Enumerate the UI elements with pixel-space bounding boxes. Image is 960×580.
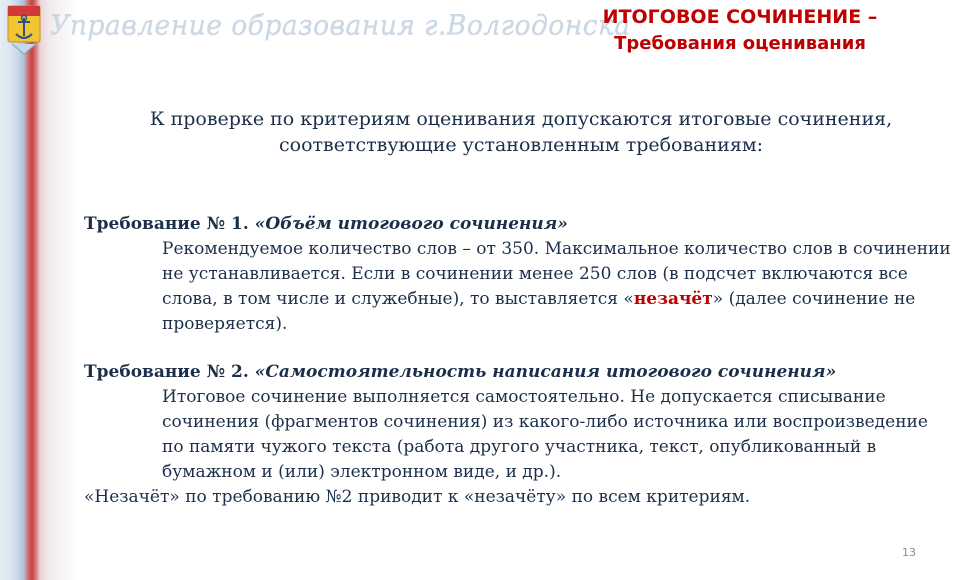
requirement-2: [84, 360, 954, 510]
requirement-1-highlight: незачёт: [633, 289, 713, 309]
requirement-2-title: [84, 362, 836, 382]
requirement-2-note: «Незачёт» по требованию №2 приводит к «незачёту» по всем критериям.: [84, 487, 751, 507]
requirement-1-label: Требование № 1.: [84, 214, 249, 234]
decorative-side-stripes: [0, 0, 78, 580]
requirement-2-body: Итоговое сочинение выполняется самостоятельно. Не допускается списывание сочинения (фрагментов сочинения) из какого-либо источника или воспроизведение по памяти чужого текста (работа другого участника, текст, опубликованный в бумажном и (или) электронном виде, и др.).: [162, 387, 928, 482]
slide-title: [520, 4, 960, 57]
requirement-2-label: Требование № 2.: [84, 362, 249, 382]
organization-name: Управление образования г.Волгодонска: [50, 10, 631, 41]
page-number: 13: [902, 546, 916, 559]
requirement-2-name: «Самостоятельность написания итогового сочинения»: [254, 362, 837, 382]
requirement-1-body: [84, 237, 954, 337]
slide-title-line-2: Требования оценивания: [614, 33, 866, 54]
requirement-1-title: [84, 214, 568, 234]
requirement-1-text-before: Рекомендуемое количество слов – от 350. Максимальное количество слов в сочинении не устанавливается. Если в сочинении менее 250 слов (в подсчет включаются все слова, в том числе и служебные), то выставляется «: [162, 239, 951, 309]
requirement-1-name: «Объём итогового сочинения»: [254, 214, 568, 234]
requirement-1-text-after: » (далее сочинение не проверяется).: [162, 289, 916, 334]
requirement-1: [84, 212, 954, 337]
city-coat-of-arms-icon: [6, 4, 42, 62]
intro-text: К проверке по критериям оценивания допускаются итоговые сочинения, соответствующие установленным требованиям:: [149, 108, 893, 156]
slide-title-line-1: ИТОГОВОЕ СОЧИНЕНИЕ –: [602, 6, 878, 28]
